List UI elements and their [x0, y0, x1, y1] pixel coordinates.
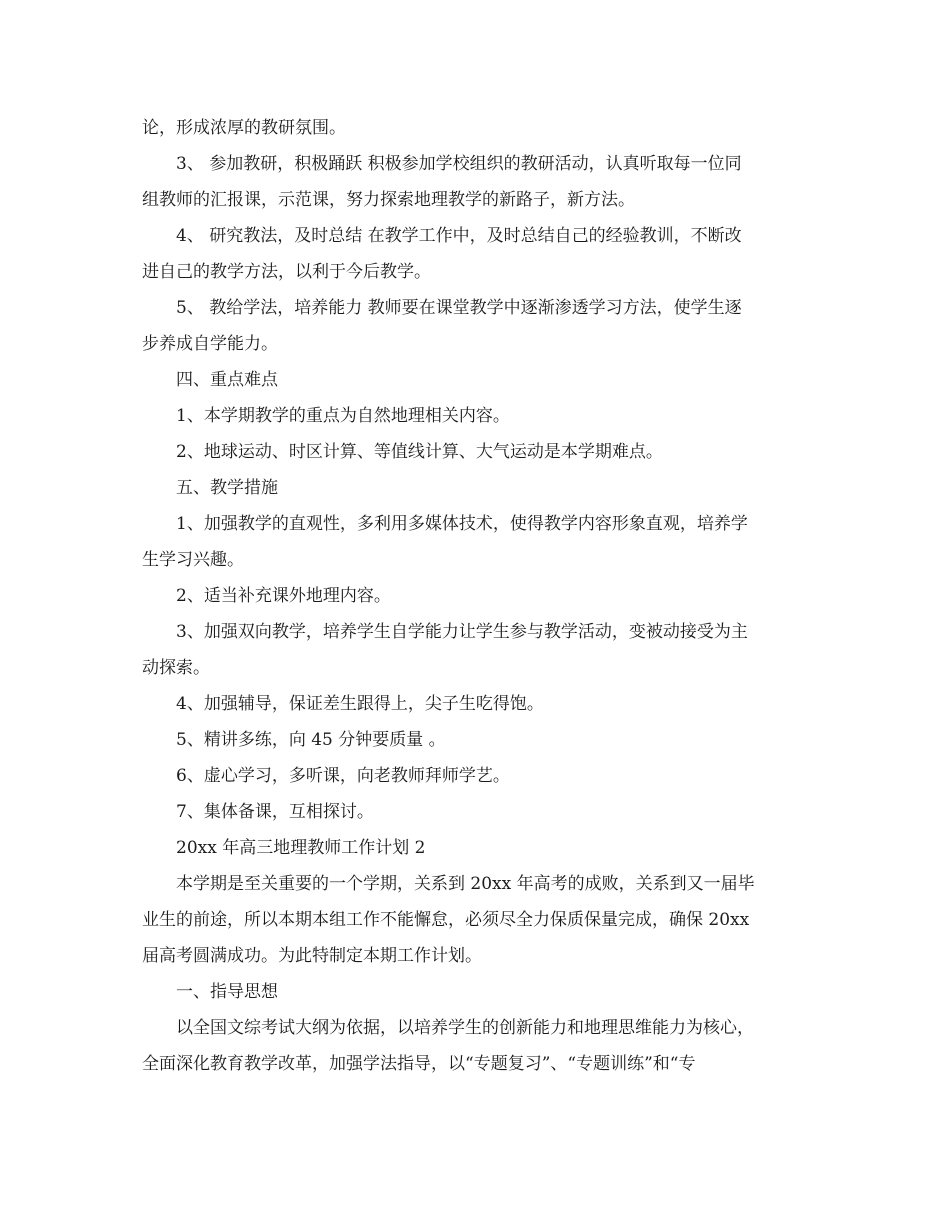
text-line: 1、加强教学的直观性，多利用多媒体技术，使得教学内容形象直观，培养学: [176, 514, 748, 534]
document-body: [142, 110, 810, 1082]
text-line: 论，形成浓厚的教研氛围。: [142, 118, 346, 138]
text-line: 5、 教给学法，培养能力 教师要在课堂教学中逐渐渗透学习方法，使学生逐: [176, 298, 742, 318]
text-line: 2、适当补充课外地理内容。: [176, 586, 391, 606]
text-line: 步养成自学能力。: [142, 334, 278, 354]
text-line: 四、重点难点: [176, 370, 278, 390]
text-line: 3、 参加教研，积极踊跃 积极参加学校组织的教研活动，认真听取每一位同: [176, 154, 742, 174]
text-line: 全面深化教育教学改革，加强学法指导，以“专题复习”、“专题训练”和“专: [142, 1054, 696, 1074]
text-line: 生学习兴趣。: [142, 550, 244, 570]
text-line: 五、教学措施: [176, 478, 278, 498]
text-line: 1、本学期教学的重点为自然地理相关内容。: [176, 406, 510, 426]
text-line: 进自己的教学方法，以利于今后教学。: [142, 262, 431, 282]
text-line: 3、加强双向教学，培养学生自学能力让学生参与教学活动，变被动接受为主: [176, 622, 748, 642]
text-line: 业生的前途，所以本期本组工作不能懈怠，必须尽全力保质保量完成，确保 20xx: [142, 910, 750, 930]
text-line: 4、 研究教法，及时总结 在教学工作中，及时总结自己的经验教训，不断改: [176, 226, 742, 246]
text-line: 20xx 年高三地理教师工作计划 2: [176, 838, 426, 858]
text-line: 6、虚心学习，多听课，向老教师拜师学艺。: [176, 766, 510, 786]
text-line: 2、地球运动、时区计算、等值线计算、大气运动是本学期难点。: [176, 442, 663, 462]
text-line: 组教师的汇报课，示范课，努力探索地理教学的新路子，新方法。: [142, 190, 635, 210]
text-line: 以全国文综考试大纲为依据，以培养学生的创新能力和地理思维能力为核心，: [176, 1018, 754, 1038]
text-line: 一、指导思想: [176, 982, 278, 1002]
text-line: 4、加强辅导，保证差生跟得上，尖子生吃得饱。: [176, 694, 544, 714]
text-line: 5、精讲多练，向 45 分钟要质量 。: [176, 730, 446, 750]
text-line: 届高考圆满成功。为此特制定本期工作计划。: [142, 946, 482, 966]
text-line: 7、集体备课，互相探讨。: [176, 802, 374, 822]
text-line: 动探索。: [142, 658, 210, 678]
text-line: 本学期是至关重要的一个学期，关系到 20xx 年高考的成败，关系到又一届毕: [176, 874, 755, 894]
